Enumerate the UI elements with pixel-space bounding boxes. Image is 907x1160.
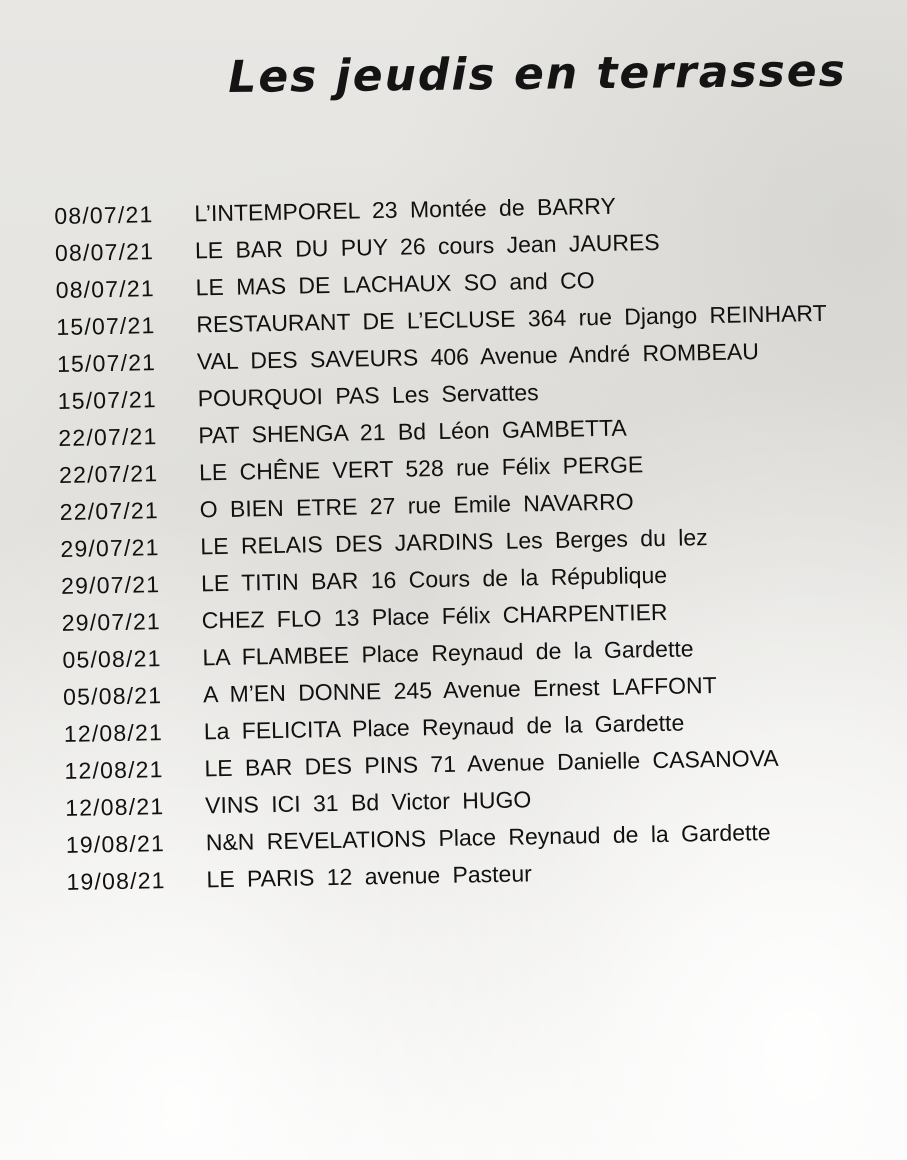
- event-date: 08/07/21: [54, 201, 154, 229]
- event-venue: CHEZ FLO 13 Place Félix CHARPENTIER: [201, 598, 668, 634]
- event-date: 15/07/21: [57, 386, 158, 414]
- event-date: 29/07/21: [60, 534, 160, 562]
- event-venue: POURQUOI PAS Les Servattes: [197, 379, 539, 412]
- event-date: 12/08/21: [64, 793, 165, 821]
- event-date: 19/08/21: [65, 830, 166, 858]
- event-date: 08/07/21: [54, 238, 155, 266]
- event-date: 29/07/21: [60, 571, 161, 599]
- event-date: 08/07/21: [55, 275, 156, 303]
- page-title: Les jeudis en terrasses: [228, 45, 848, 103]
- event-venue: LE RELAIS DES JARDINS Les Berges du lez: [200, 524, 708, 560]
- event-date: 19/08/21: [66, 867, 166, 895]
- event-venue: RESTAURANT DE L’ECLUSE 364 rue Django REINHART: [196, 299, 827, 338]
- event-venue: PAT SHENGA 21 Bd Léon GAMBETTA: [198, 414, 627, 449]
- event-venue: L’INTEMPOREL 23 Montée de BARRY: [194, 192, 617, 227]
- event-venue: LE MAS DE LACHAUX SO and CO: [195, 267, 595, 301]
- event-date: 12/08/21: [63, 719, 164, 747]
- event-venue: LE PARIS 12 avenue Pasteur: [206, 860, 533, 893]
- event-venue: VAL DES SAVEURS 406 Avenue André ROMBEAU: [196, 338, 760, 375]
- event-list: [54, 183, 907, 901]
- event-date: 15/07/21: [56, 312, 156, 340]
- event-venue: La FELICITA Place Reynaud de la Gardette: [203, 709, 685, 745]
- event-date: 29/07/21: [61, 608, 162, 636]
- event-date: 05/08/21: [62, 645, 162, 673]
- event-venue: O BIEN ETRE 27 rue Emile NAVARRO: [199, 488, 634, 523]
- event-venue: LE BAR DES PINS 71 Avenue Danielle CASANOVA: [204, 744, 779, 782]
- event-date: 22/07/21: [58, 423, 158, 451]
- event-date: 22/07/21: [59, 497, 160, 525]
- event-venue: LE BAR DU PUY 26 cours Jean JAURES: [194, 228, 660, 264]
- event-date: 22/07/21: [58, 460, 159, 488]
- event-venue: VINS ICI 31 Bd Victor HUGO: [204, 786, 532, 819]
- event-venue: LE CHÊNE VERT 528 rue Félix PERGE: [198, 451, 644, 486]
- event-venue: LA FLAMBEE Place Reynaud de la Gardette: [202, 635, 694, 671]
- event-venue: N&N REVELATIONS Place Reynaud de la Gardette: [205, 818, 771, 856]
- event-venue: A M’EN DONNE 245 Avenue Ernest LAFFONT: [202, 671, 717, 708]
- event-venue: LE TITIN BAR 16 Cours de la République: [200, 561, 668, 597]
- event-date: 12/08/21: [64, 756, 164, 784]
- event-date: 05/08/21: [62, 682, 163, 710]
- event-date: 15/07/21: [56, 349, 157, 377]
